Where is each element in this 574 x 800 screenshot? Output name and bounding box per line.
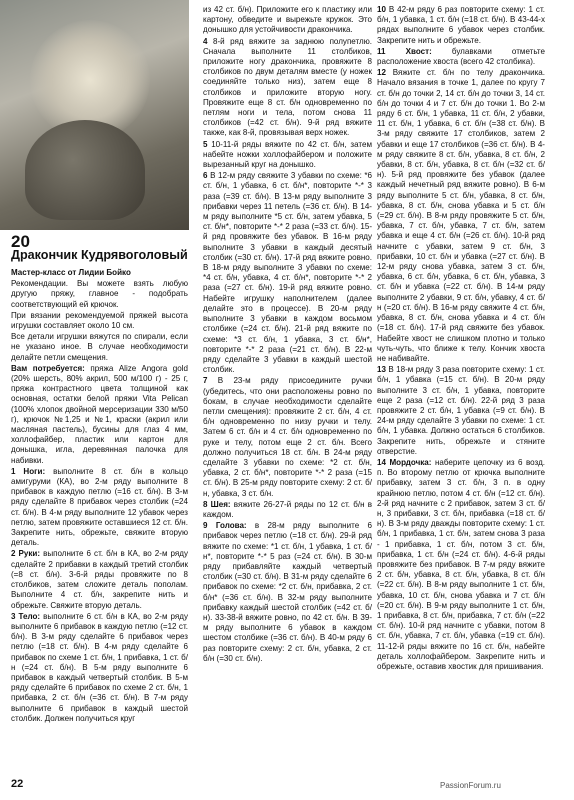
step-1: 1 Ноги: выполните 8 ст. б/н в кольцо амигуруми (КА), во 2-м ряду выполните 8 прибавок в каждую петлю (=16 ст. б/н). В 3-м ряду сделайте 8 прибавок через столбик (=24 ст. б/н). В 4-м ряду выполните 12 убавок через петлю, затем провяжите оставшиеся 12 ст. б/н. Закрепите нить, обрежьте, свяжите вторую деталь. <box>11 466 188 548</box>
author-line: Мастер-класс от Лидии Бойко <box>11 268 131 277</box>
step-12: 12 Вяжите ст. б/н по телу дракончика. Начало вязания в точке 1, далее по кругу 7 ст. б/н до точки 2, 14 ст. б/н до точки 3, 14 ст. б/н до точки 4 и 7 ст. б/н до точки 1. Во 2-м ряду 6 ст. б/н, 1 убавка, 11 ст. б/н, 2 убавки, 11 ст. б/н, 1 убавка, 6 ст. б/н (=38 ст. б/н). В 3-м ряду свяжите 17 столбиков, затем 2 убавки и еще 17 столбиков (=36 ст. б/н). В 4-м ряду свяжите 8 ст. б/н, убавка, 8 ст. б/н, 2 убавки, 8 ст. б/н, убавка, 8 ст. б/н (=32 ст. б/н). 5-й ряд провяжите без убавок (далее каждый нечетный ряд вяжите ровно). В 6-м ряду выполните 5 ст. б/н, убавка, 8 ст. б/н, убавка, 8 ст. б/н, снова убавка и 5 ст. б/н (=29 ст. б/н). В 8-м ряду провяжите 5 ст. б/н, убавка, 7 ст. б/н, убавка, 7 ст. б/н, затем убавка и еще 4 ст. б/н (=26 ст. б/н). 10-й ряд начните с убавки, затем 9 ст. б/н, 3 прибавки, 10 ст. б/н и убавка (=27 ст. б/н). В 12-м ряду снова убавка, затем 3 ст. б/н, убавка, 6 ст. б/н, убавка, 6 ст. б/н, убавка, 3 ст. б/н и убавка (=22 ст. б/н). В 14-м ряду выполните 2 убавки, 9 ст. б/н, убавку, 4 ст. б/н (=20 ст. б/н). В 16-м ряду свяжите 4 ст. б/н, убавка, 8 ст. б/н, снова убавка и 4 ст. б/н (=18 ст. б/н). 17-й ряд свяжите без убавок. Набейте хвост не слишком плотно и только чуть-чуть, что ближе к телу. Кончик хвоста не набивайте. <box>377 68 545 363</box>
page-number: 22 <box>11 778 24 790</box>
step-2: 2 Руки: выполните 6 ст. б/н в КА, во 2-м ряду сделайте 2 прибавки в каждый третий столбик (=8 ст. б/н). 3-6-й ряды провяжите по 8 столбиков, затем сложите деталь пополам. Выполните 4 ст. б/н, закрепите нить и обрежьте. Свяжите вторую деталь. <box>11 549 188 610</box>
intro-p1: Рекомендации. Вы можете взять любую другую пряжу, главное - подобрать соответствующий ей крючок. <box>11 279 188 309</box>
step-14: 14 Мордочка: наберите цепочку из 6 возд. п. Во второму петлю от крючка выполните прибавку, затем 3 ст. б/н, 3 п. в одну крайнюю петлю, потом 4 ст. б/н (=12 ст. б/н). 2-й ряд начните с 2 прибавок, затем 3 ст. б/н, 3 прибавки, 3 ст. б/н, прибавка (=18 ст. б/н). В 3-м ряду дважды повторите схему: 1 ст. б/н, 1 прибавка, 1 ст. б/н, затем снова 3 раза - 1 прибавка, 1 ст. б/н, потом 3 ст. б/н, прибавка, 1 ст. б/н (=24 ст. б/н). 4-6-й ряды провяжите без прибавок. В 7-м ряду вяжите 2 ст. б/н, убавка, 8 ст. б/н, убавка, 8 ст. б/н (=22 ст. б/н). В 8-м ряду выполните 1 ст. б/н, убавка, 10 ст. б/н, снова убавка и 7 ст. б/н (=20 ст. б/н). В 9-м ряду выполните 1 ст. б/н, 1 прибавка, 8 ст. б/н, прибавка, 7 ст. б/н (=22 ст. б/н). 10-й ряд начните с убавки, потом 8 ст. б/н, убавка, 7 ст. б/н, убавка (=19 ст. б/н). 11-12-й ряды вяжите по 16 ст. б/н, набейте деталь холлофайбером. Закрепите нить и обрежьте, оставив хвостик для пришивания. <box>377 457 545 671</box>
step-6: 6 В 12-м ряду свяжите 3 убавки по схеме: *6 ст. б/н, 1 убавка, 6 ст. б/н*, повторите *-* 3 раза (=39 ст. б/н). В 13-м ряду выполните 3 прибавки через 11 петель (=36 ст. б/н). В 14-м ряду выполните *5 ст. б/н, затем убавка, 5 ст. б/н*, повторите *-* 2 раза (=33 ст. б/н). 15-й ряд провяжите без убавок. В 16-м ряду выполните 3 убавки в каждый десятый столбик (=30 ст. б/н). 17-й ряд вяжите ровно. В 18-м ряду выполните 3 убавки по схеме: *4 ст. б/н, убавка, 4 ст. б/н*, повторите *-* 2 раза (=27 ст. б/н). 19-й ряд вяжите ровно. Набейте игрушку наполнителем (далее делайте это в процессе). В 20-м ряду выполните 3 убавки в каждом восьмом столбике (=24 ст. б/н). 21-й ряд вяжите по схеме: *3 ст. б/н, 1 убавка, 3 ст. б/н*, повторите *-* 2 раза (=21 ст. б/н). В 22-м ряду сделайте 3 убавки в каждый шестой столбик. <box>203 171 372 375</box>
photo-toy-shape <box>25 120 145 220</box>
project-title: Дракончик Кудрявоголовый <box>11 248 188 262</box>
step-8: 8 Шея: вяжите 26-27-й ряды по 12 ст. б/н в каждом. <box>203 499 372 519</box>
step-4: 4 8-й ряд вяжите за заднюю полупетлю. Сначала выполните 11 столбиков, приложите ногу дракончика, провяжите 8 столбиков по двум деталям вместе (у ножек соединяйте только низ), затем еще 8 столбиков и приложите вторую ногу. Провяжите еще 8 ст. б/н одновременно по петлям ноги и тела, потом снова 11 столбиков (=42 ст. б/н). 9-й ряд вяжите также, как 8-й, провязывая верх ножек. <box>203 36 372 138</box>
materials: Вам потребуется: пряжа Alize Angora gold (20% шерсть, 80% акрил, 500 м/100 г) - 25 г, пряжа контрастного цвета толщиной как основная, остатки белой пряжи Vita Pelican (100% хлопок двойной мерсеризации 330 м/50 г), крючок №1,25 и №1, краски (акрил или масляная пастель), бусины для глаз 4 мм, холлофайбер, пластик или картон для донышка, игла, деревянная палочка для набивки. <box>11 363 188 465</box>
intro-p2: При вязании рекомендуемой пряжей высота игрушки составляет около 10 см. <box>11 310 188 331</box>
left-column <box>11 268 188 725</box>
intro-p3: Все детали игрушки вяжутся по спирали, если не указано иное. В случае необходимости делайте петли смещения. <box>11 332 188 362</box>
dragon-photo <box>0 0 189 230</box>
step-3: 3 Тело: выполните 6 ст. б/н в КА, во 2-м ряду выполните 6 прибавок в каждую петлю (=12 ст. б/н). В 3-м ряду сделайте 6 прибавок через петлю (=18 ст. б/н). В 4-м ряду сделайте 6 прибавок по схеме 1 ст. б/н, 1 прибавка, 1 ст. б/н (=24 ст. б/н). В 5-м ряду выполните 6 прибавок в каждый четвертый столбик. В 5-м ряду сделайте 6 прибавок по схеме 2 ст. б/н, 1 прибавка, 2 ст. б/н (=36 ст. б/н). В 7-м ряду выполните 6 прибавок в каждый шестой столбик. Должен получиться круг <box>11 611 188 723</box>
step-11: 11 Хвост: булавками отметьте расположение хвоста (всего 42 столбика). <box>377 46 545 67</box>
col2-top: из 42 ст. б/н). Приложите его к пластику или картону, обведите и вырежьте кружок. Это донышко для устойчивости дракончика. <box>203 5 372 35</box>
right-column <box>377 5 545 673</box>
step-7: 7 В 23-м ряду присоедините ручки (убедитесь, что они расположены ровно по бокам, в случае необходимости сделайте петли смещения): провяжите 2 ст. б/н, 4 ст. б/н одновременно по низу ручки и телу. Затем 6 ст. б/н и 4 ст. б/н одновременно по руке и телу, потом еще 2 ст. б/н. Всего должно получиться 18 ст. б/н. В 24-м ряду сделайте 3 убавки по схеме: *2 ст. б/н, убавка, 2 ст. б/н*, повторите *-* 2 раза (=15 ст. б/н). В 25-м ряду повторите схему: 2 ст. б/н, убавка, 3 ст. б/н. <box>203 376 372 498</box>
site-watermark: PassionForum.ru <box>440 781 501 790</box>
step-9: 9 Голова: в 28-м ряду выполните 6 прибавок через петлю (=18 ст. б/н). 29-й ряд вяжите по схеме: *1 ст. б/н, 1 убавка, 1 ст. б/н*, повторите *-* 5 раз (=24 ст. б/н). В 30-м ряду прибавляйте каждый четвертый столбик (=30 ст. б/н). В 31-м ряду сделайте 6 прибавок по схеме: *2 ст. б/н, прибавка, 2 ст. б/н* (=36 ст. б/н). В 32-м ряду выполните прибавку каждый шестой столбик (=42 ст. б/н). 33-38-й вяжите ровно, по 42 ст. б/н. В 39-м ряду выполните 6 убавок в каждом шестом столбике (=36 ст. б/н). В 40-м ряду 6 раз повторите схему: 2 ст. б/н, убавка, 2 ст. б/н (=30 ст. б/н). <box>203 521 372 663</box>
step-10: 10 В 42-м ряду 6 раз повторите схему: 1 ст. б/н, 1 убавка, 1 ст. б/н (=18 ст. б/н). В 43-44-х рядах выполните 6 убавок через столбик. Закрепите нить и обрежьте. <box>377 5 545 45</box>
project-number: 20 <box>11 232 30 251</box>
middle-column <box>203 5 372 665</box>
step-13: 13 В 18-м ряду 3 раза повторите схему: 1 ст. б/н, 1 убавка (=15 ст. б/н). В 20-м ряду выполните 3 ст. б/н, 1 убавка, повторите еще 2 раза (=12 ст. б/н). 22-й ряд 3 раза провяжите 2 ст. б/н, 1 убавка (=9 ст. б/н). В 24-м ряду сделайте 3 убавки по схеме: 1 ст. б/н, 1 убавка. Должно остаться 6 столбиков. Закрепите нить, обрежьте и стяните отверстие. <box>377 365 545 456</box>
step-5: 5 10-11-й ряды вяжите по 42 ст. б/н, затем набейте ножки холлофайбером и положите вырезанный круг на донышко. <box>203 139 372 170</box>
